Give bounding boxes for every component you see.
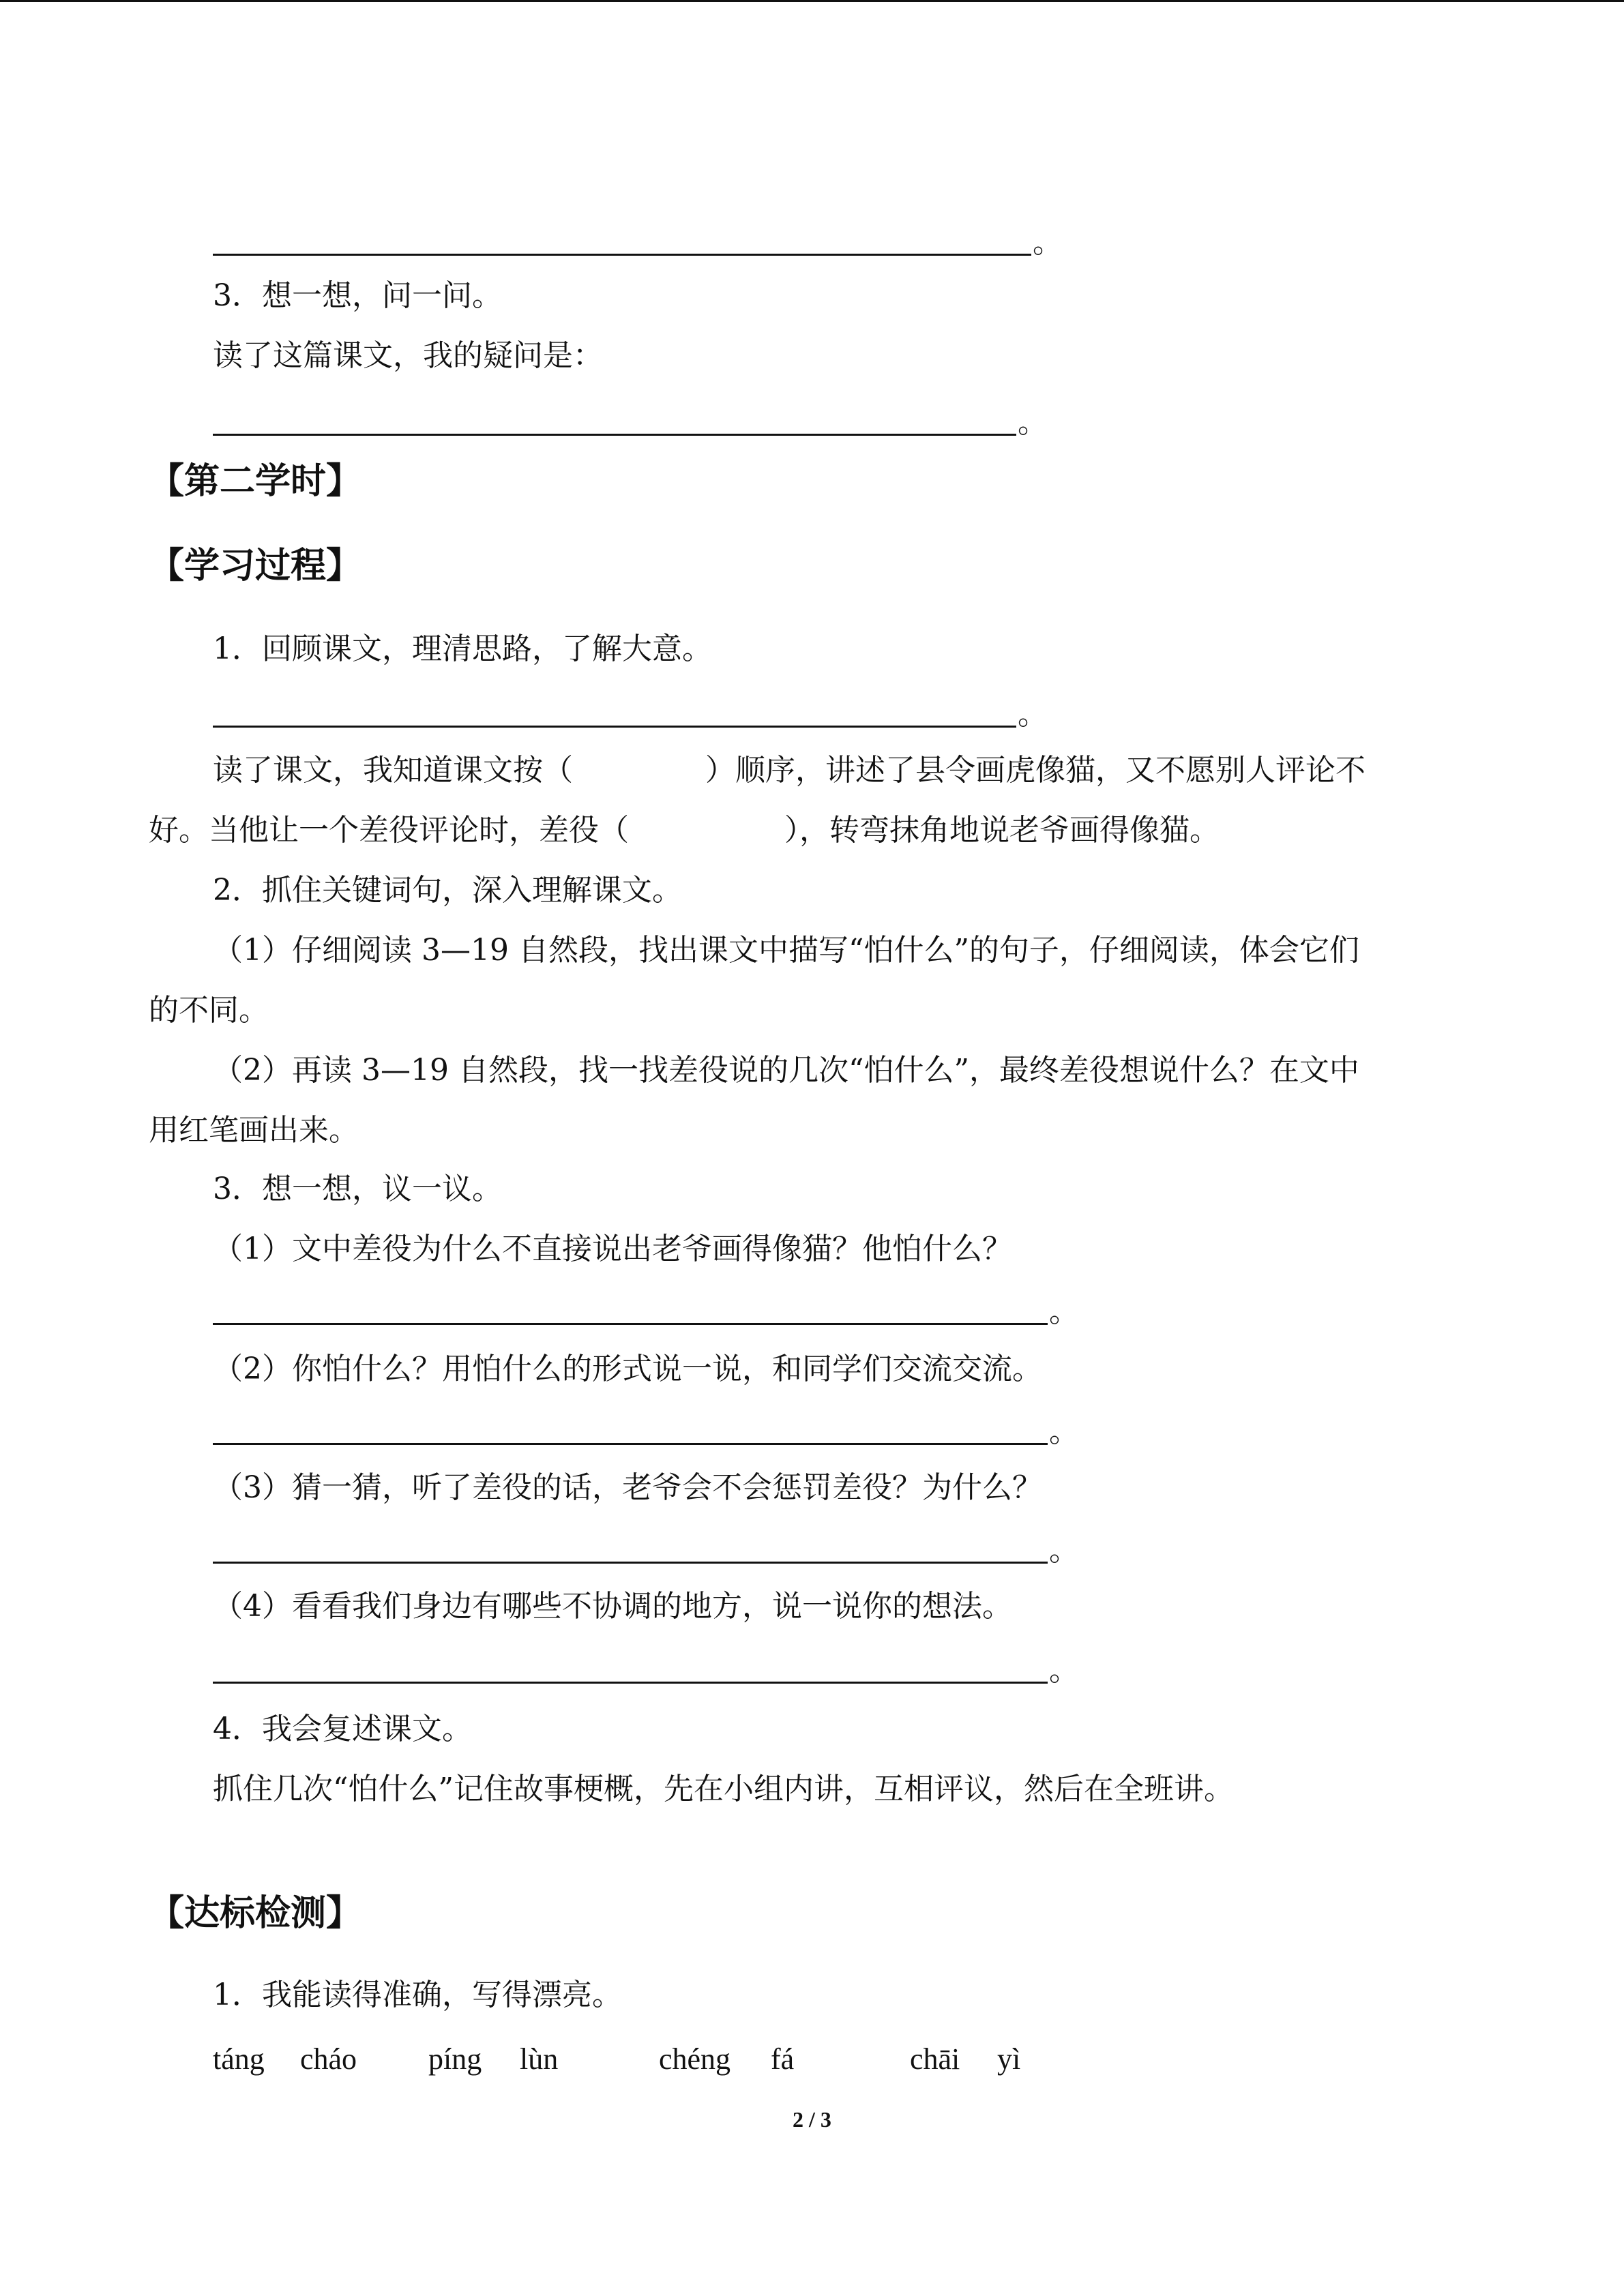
question-3-prompt: 读了这篇课文，我的疑问是：: [213, 338, 603, 373]
period: 。: [1049, 1533, 1079, 1568]
section-heading-assessment: 【达标检测】: [149, 1893, 362, 1934]
pinyin-yi: yì: [997, 2042, 1021, 2076]
fill-sentence-1b: ）顺序，讲述了县令画虎像猫，又不愿别人评论不: [705, 753, 1365, 788]
process-item-2: 2．抓住关键词句，深入理解课文。: [213, 873, 682, 908]
top-border: [0, 0, 1624, 2]
pinyin-chai: chāi: [910, 2042, 960, 2076]
pinyin-lun: lùn: [520, 2042, 559, 2076]
process-item-2-2a: （2）再读 3—19 自然段，找一找差役说的几次“怕什么”，最终差役想说什么？在文中: [213, 1053, 1359, 1088]
pinyin-cheng: chéng: [659, 2042, 731, 2076]
process-item-3-1: （1）文中差役为什么不直接说出老爷画得像猫？他怕什么？: [213, 1232, 1012, 1266]
question-3-title: 3．想一想，问一问。: [213, 278, 502, 313]
period: 。: [1018, 697, 1048, 732]
answer-line[interactable]: [213, 726, 1016, 728]
answer-line[interactable]: [213, 1562, 1048, 1564]
process-item-4: 4．我会复述课文。: [213, 1712, 472, 1746]
pinyin-chao: cháo: [300, 2042, 357, 2076]
answer-line[interactable]: [213, 1682, 1048, 1684]
section-heading-second-period: 【第二学时】: [149, 461, 362, 502]
process-item-2-2b: 用红笔画出来。: [149, 1113, 359, 1148]
process-item-3-2: （2）你怕什么？用怕什么的形式说一说，和同学们交流交流。: [213, 1352, 1042, 1386]
process-item-2-1a: （1）仔细阅读 3—19 自然段，找出课文中描写“怕什么”的句子，仔细阅读，体会它们: [213, 933, 1359, 968]
period: 。: [1033, 225, 1063, 260]
answer-line[interactable]: [213, 1443, 1048, 1445]
process-item-3-3: （3）猜一猜，听了差役的话，老爷会不会惩罚差役？为什么？: [213, 1470, 1042, 1505]
pinyin-ping: píng: [428, 2042, 482, 2076]
pinyin-fa: fá: [771, 2042, 795, 2076]
answer-line[interactable]: [213, 434, 1016, 436]
page-number: 2 / 3: [793, 2107, 831, 2132]
process-item-3-4: （4）看看我们身边有哪些不协调的地方，说一说你的想法。: [213, 1589, 1012, 1624]
process-item-1: 1．回顾课文，理清思路，了解大意。: [213, 631, 712, 666]
pinyin-tang: táng: [213, 2042, 265, 2076]
fill-sentence-2a: 好。当他让一个差役评论时，差役（: [149, 813, 629, 848]
answer-line[interactable]: [213, 1323, 1048, 1325]
test-item-1: 1．我能读得准确，写得漂亮。: [213, 1978, 622, 2012]
period: 。: [1049, 1414, 1079, 1449]
process-item-2-1b: 的不同。: [149, 993, 269, 1028]
fill-sentence-2b: ），转弯抹角地说老爷画得像猫。: [784, 813, 1220, 848]
answer-line[interactable]: [213, 254, 1031, 256]
period: 。: [1049, 1653, 1079, 1688]
process-item-4-text: 抓住几次“怕什么”记住故事梗概，先在小组内讲，互相评议，然后在全班讲。: [213, 1772, 1234, 1806]
fill-sentence-1a: 读了课文，我知道课文按（: [213, 753, 573, 788]
process-item-3: 3．想一想，议一议。: [213, 1172, 502, 1206]
period: 。: [1049, 1294, 1079, 1329]
period: 。: [1018, 405, 1048, 440]
section-heading-learning-process: 【学习过程】: [149, 546, 362, 586]
